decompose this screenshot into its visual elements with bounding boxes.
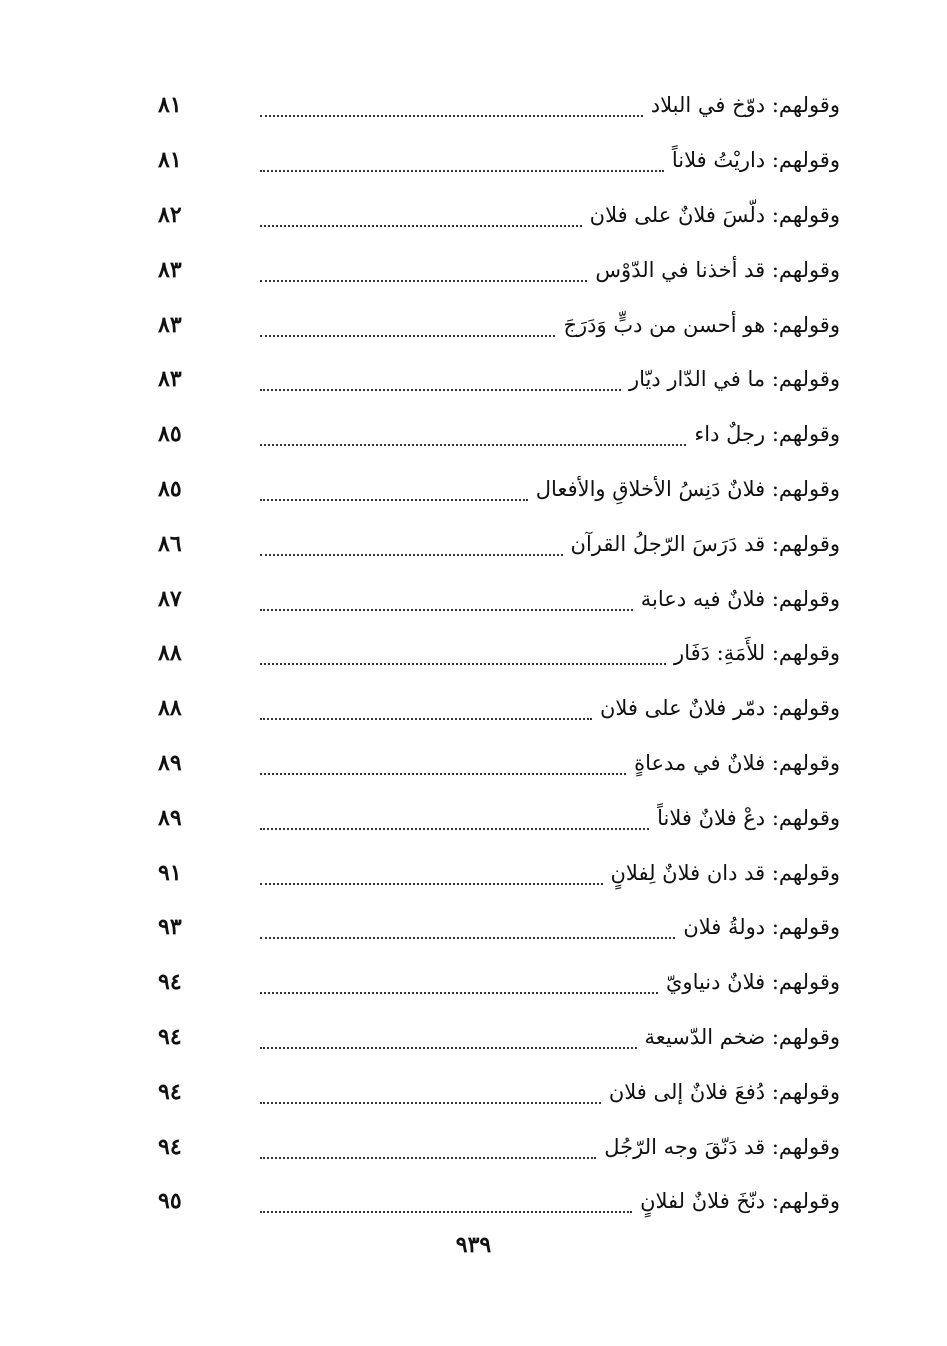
toc-page-number: ٨١ xyxy=(158,147,182,174)
toc-page-number: ٨٨ xyxy=(158,695,182,722)
dot-leader xyxy=(260,430,686,446)
toc-entry xyxy=(150,900,840,955)
toc-entry-title: وقولهم: ما في الدّار ديّار xyxy=(628,367,840,392)
toc-entry-title: وقولهم: ضخم الدّسيعة xyxy=(644,1024,840,1049)
toc-page-number: ٨٣ xyxy=(158,366,182,393)
toc-entry xyxy=(150,790,840,845)
toc-entry-title: وقولهم: قد دَرَسَ الرّجلُ القرآن xyxy=(570,531,840,556)
dot-leader xyxy=(260,649,666,665)
toc-entry-title: وقولهم: قد أخذنا في الدّوْس xyxy=(595,257,840,282)
toc-entry-title: وقولهم: قد دان فلانٌ لِفلانٍ xyxy=(610,860,840,885)
toc-entry xyxy=(150,955,840,1010)
toc-entry-title: وقولهم: فلانٌ دنياويّ xyxy=(665,970,840,995)
dot-leader xyxy=(260,814,649,830)
dot-leader xyxy=(260,869,603,885)
dot-leader xyxy=(260,923,675,939)
dot-leader xyxy=(260,321,555,337)
dot-leader xyxy=(260,1088,601,1104)
dot-leader xyxy=(260,595,633,611)
toc-page-number: ٩١ xyxy=(158,859,182,886)
toc-page-number: ٨٨ xyxy=(158,640,182,667)
toc-entry xyxy=(150,681,840,736)
page-footer-number: ٩٣٩ xyxy=(455,1232,492,1258)
toc-page-number: ٨٦ xyxy=(158,530,182,557)
dot-leader xyxy=(260,375,621,391)
toc-entry-title: وقولهم: هو أحسن من دبٍّ وَدَرَجَ xyxy=(563,312,840,337)
dot-leader xyxy=(260,978,658,994)
dot-leader xyxy=(260,266,587,282)
toc-entry xyxy=(150,462,840,517)
toc-page-number: ٨٢ xyxy=(158,201,182,228)
toc-page-number: ٨٣ xyxy=(158,311,182,338)
toc-entry-title: وقولهم: دعْ فلانٌ فلاناً xyxy=(657,805,840,830)
toc-entry-title: وقولهم: دمّر فلانٌ على فلان xyxy=(599,696,840,721)
toc-entry xyxy=(150,78,840,133)
dot-leader xyxy=(260,759,626,775)
dot-leader xyxy=(260,704,592,720)
toc-entry xyxy=(150,133,840,188)
toc-entry-title: وقولهم: داريْتُ فلاناً xyxy=(671,148,840,173)
toc-entry-title: وقولهم: قد دَنّقَ وجه الرّجُل xyxy=(604,1134,840,1159)
toc-entry-title: وقولهم: دوّخ في البلاد xyxy=(650,93,840,118)
toc-page-number: ٨٩ xyxy=(158,804,182,831)
toc-entry-title: وقولهم: دلّسَ فلانٌ على فلان xyxy=(589,202,840,227)
dot-leader xyxy=(260,1197,632,1213)
toc-entry xyxy=(150,1064,840,1119)
toc-entry-title: وقولهم: فلانٌ فيه دعابة xyxy=(640,586,840,611)
toc-page-number: ٩٣ xyxy=(158,914,182,941)
toc-entry-title: وقولهم: دنّخَ فلانٌ لفلانٍ xyxy=(640,1189,840,1214)
toc-page-number: ٨٧ xyxy=(158,585,182,612)
toc-entry-title: وقولهم: فلانٌ دَنِسُ الأخلاقِ والأفعال xyxy=(535,476,840,501)
toc-entry-title: وقولهم: للأَمَةِ: دَفَار xyxy=(674,641,840,666)
toc-page-number: ٨٩ xyxy=(158,749,182,776)
dot-leader xyxy=(260,156,664,172)
toc-page-number: ٨٣ xyxy=(158,256,182,283)
dot-leader xyxy=(260,1033,637,1049)
toc-page-number: ٩٤ xyxy=(158,1078,182,1105)
dot-leader xyxy=(260,211,582,227)
toc-entry-title: وقولهم: رجلٌ داء xyxy=(694,422,840,447)
toc-entry xyxy=(150,407,840,462)
toc-entry xyxy=(150,1119,840,1174)
toc-page-number: ٩٤ xyxy=(158,1023,182,1050)
toc-page-number: ٩٥ xyxy=(158,1188,182,1215)
toc-entry xyxy=(150,845,840,900)
toc-entry xyxy=(150,516,840,571)
toc-entry xyxy=(150,352,840,407)
toc-entry xyxy=(150,297,840,352)
toc-entry xyxy=(150,736,840,791)
dot-leader xyxy=(260,485,528,501)
dot-leader xyxy=(260,540,563,556)
toc-entry-title: وقولهم: دُفعَ فلانٌ إلى فلان xyxy=(608,1079,840,1104)
dot-leader xyxy=(260,1143,596,1159)
toc-entry xyxy=(150,1174,840,1229)
toc-entry xyxy=(150,242,840,297)
toc-entry-title: وقولهم: دولةُ فلان xyxy=(683,915,840,940)
toc-entry xyxy=(150,188,840,243)
table-of-contents xyxy=(150,78,840,1229)
toc-entry xyxy=(150,626,840,681)
dot-leader xyxy=(260,101,643,117)
toc-page-number: ٩٤ xyxy=(158,1133,182,1160)
toc-entry xyxy=(150,571,840,626)
toc-page-number: ٨١ xyxy=(158,92,182,119)
toc-entry xyxy=(150,1010,840,1065)
toc-entry-title: وقولهم: فلانٌ في مدعاةٍ xyxy=(634,750,840,775)
toc-page-number: ٨٥ xyxy=(158,475,182,502)
toc-page-number: ٨٥ xyxy=(158,421,182,448)
toc-page-number: ٩٤ xyxy=(158,969,182,996)
